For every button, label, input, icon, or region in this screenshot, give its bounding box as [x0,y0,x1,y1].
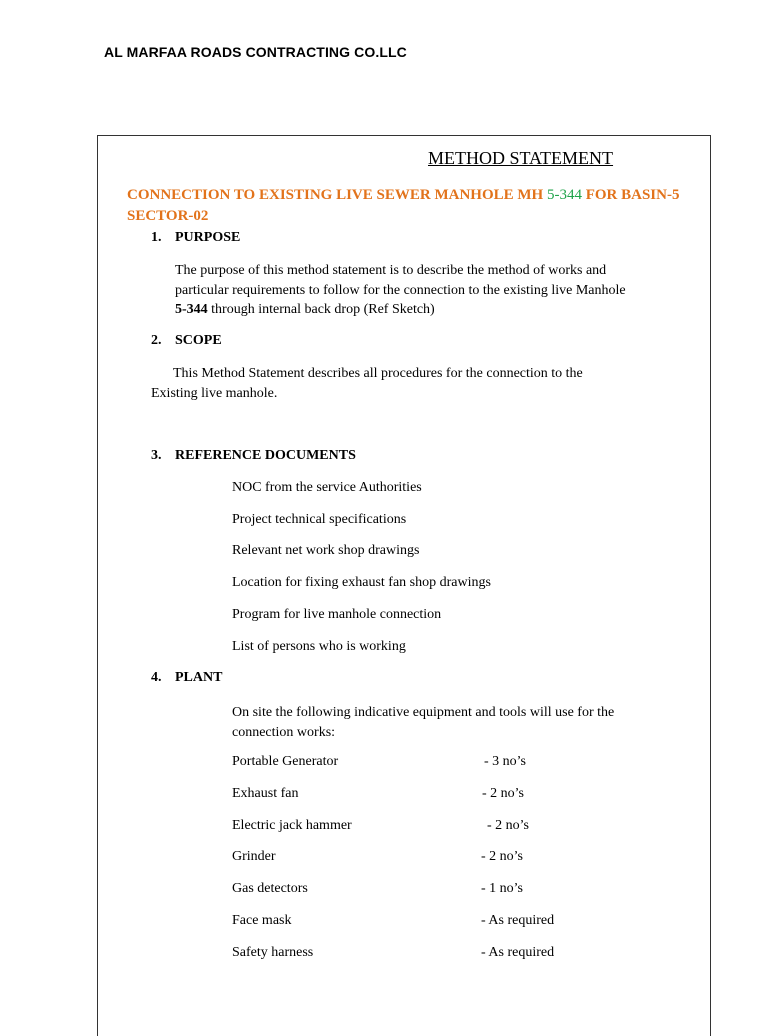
subtitle-manhole-number: 5-344 [546,187,582,203]
section-number: 2. [151,333,162,348]
section-heading-references [151,448,356,464]
scope-line-2: Existing live manhole. [151,386,278,401]
equipment-name: Electric jack hammer [232,818,352,833]
section-heading-purpose [151,230,240,246]
equipment-quantity: - 2 no’s [481,849,523,864]
section-title: PLANT [175,670,223,685]
section-number: 1. [151,230,162,245]
equipment-quantity: - As required [481,945,555,960]
reference-item: Location for fixing exhaust fan shop drawings [232,575,491,590]
equipment-name: Grinder [232,849,276,864]
plant-intro-line-1: On site the following indicative equipment and tools will use for the [232,705,615,720]
equipment-quantity: - 3 no’s [484,754,526,769]
equipment-name: Exhaust fan [232,786,299,801]
purpose-line-3-text: through internal back drop [207,302,364,317]
company-name: AL MARFAA ROADS CONTRACTING CO.LLC [104,44,407,60]
document-title: METHOD STATEMENT [428,148,614,168]
document-subtitle [127,185,707,227]
reference-item: Project technical specifications [232,512,407,527]
section-title: SCOPE [175,333,222,348]
purpose-ref-sketch: (Ref Sketch) [363,302,435,317]
purpose-manhole-number: 5-344 [175,302,208,317]
equipment-quantity: - As required [481,913,555,928]
equipment-name: Face mask [232,913,292,928]
purpose-line-2: particular requirements to follow for the connection to the existing live Manhole [175,283,626,298]
section-number: 4. [151,670,162,685]
section-heading-plant [151,670,222,686]
purpose-line-1: The purpose of this method statement is to describe the method of works and [175,263,607,278]
equipment-name: Safety harness [232,945,314,960]
equipment-quantity: - 2 no’s [487,818,529,833]
equipment-quantity: - 2 no’s [482,786,524,801]
section-title: PURPOSE [175,230,241,245]
plant-intro-line-2: connection works: [232,725,336,740]
equipment-quantity: - 1 no’s [481,881,523,896]
section-number: 3. [151,448,162,463]
section-heading-scope [151,333,222,349]
reference-item: NOC from the service Authorities [232,480,422,495]
equipment-name: Portable Generator [232,754,339,769]
reference-item: Relevant net work shop drawings [232,543,420,558]
scope-line-1: This Method Statement describes all procedures for the connection to the [173,366,583,381]
reference-item: Program for live manhole connection [232,607,442,622]
purpose-line-3 [175,300,435,320]
equipment-name: Gas detectors [232,881,308,896]
section-title: REFERENCE DOCUMENTS [175,448,356,463]
subtitle-text-2: FOR BASIN-5 SECTOR-02 [127,187,680,224]
subtitle-text-1: CONNECTION TO EXISTING LIVE SEWER MANHOLE MH [127,187,547,203]
reference-item: List of persons who is working [232,639,406,654]
